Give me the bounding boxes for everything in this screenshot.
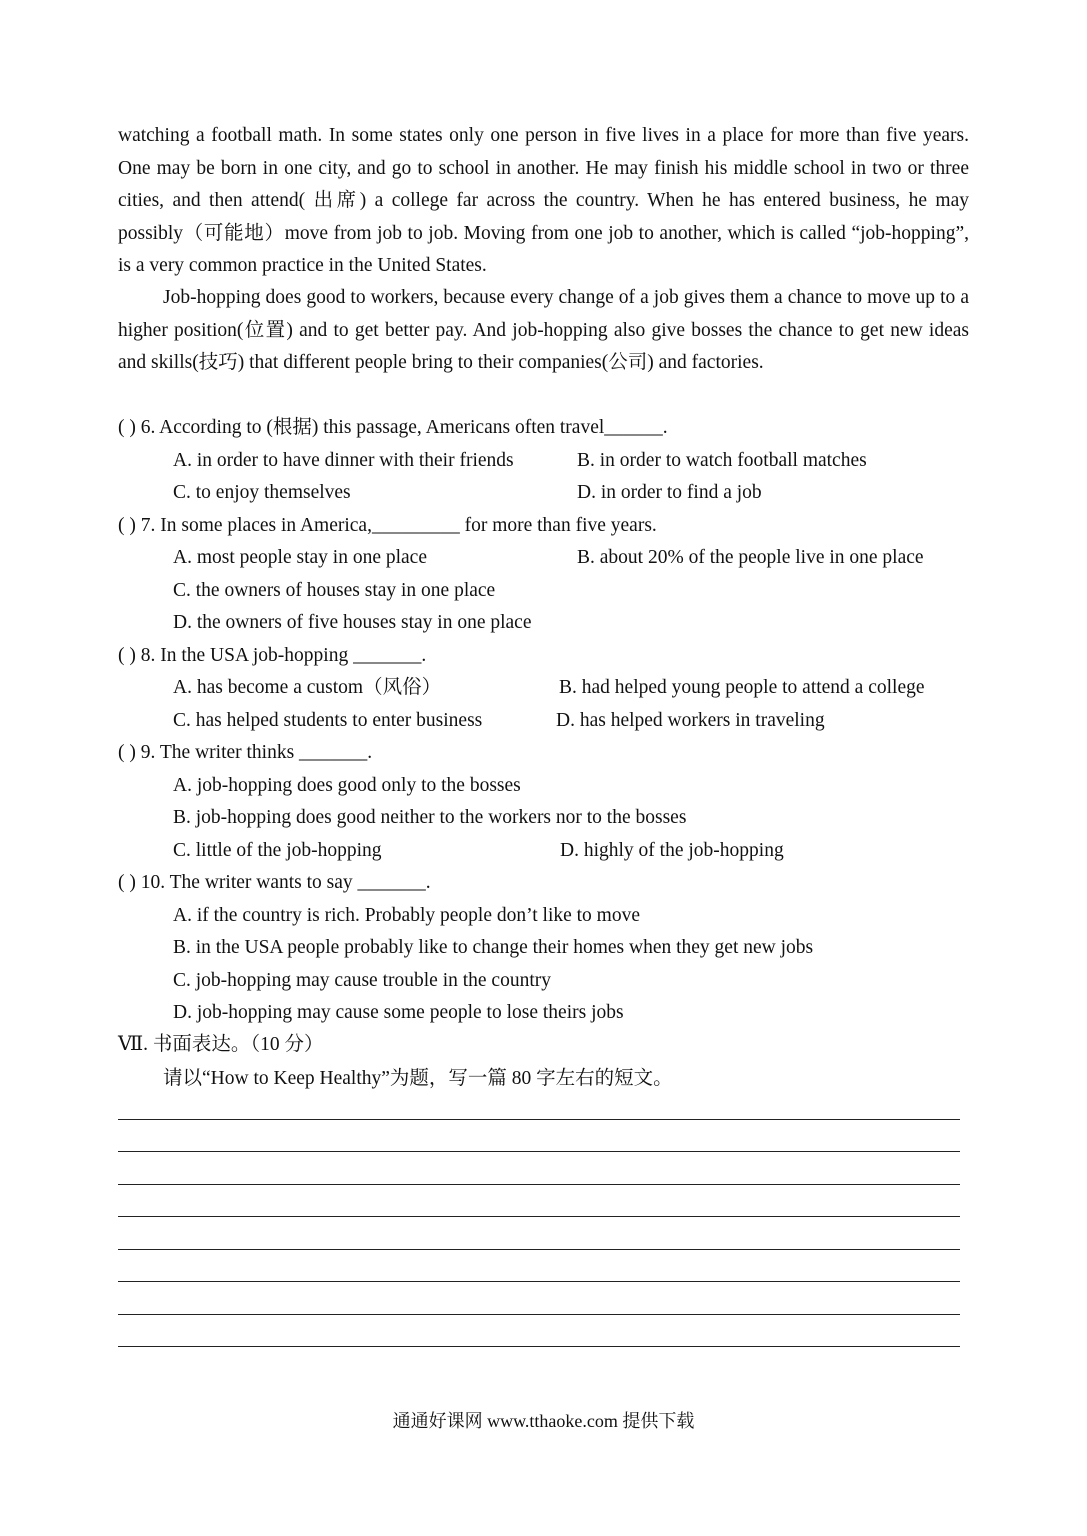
question-6-stem: ( ) 6. According to (根据) this passage, Americans often travel______. — [118, 417, 668, 438]
question-10-option-d: D. job-hopping may cause some people to lose theirs jobs — [173, 1002, 624, 1023]
question-9-stem: ( ) 9. The writer thinks _______. — [118, 742, 373, 763]
question-7-stem: ( ) 7. In some places in America,_________ for more than five years. — [118, 515, 657, 536]
question-6-option-d: D. in order to find a job — [577, 482, 762, 503]
question-9-option-b: B. job-hopping does good neither to the workers nor to the bosses — [173, 807, 687, 828]
passage-paragraph-2: Job-hopping does good to workers, because every change of a job gives them a chance to move up to a higher position(位置) and to get better pay. And job-hopping also give bosses the chance to get new ideas and skills(技巧) that different people bring to their companies(公司) and factories. — [118, 287, 969, 374]
answer-line[interactable] — [118, 1281, 960, 1282]
answer-line[interactable] — [118, 1346, 960, 1347]
question-7-option-b: B. about 20% of the people live in one place — [577, 547, 924, 568]
question-9-option-d: D. highly of the job-hopping — [560, 840, 784, 861]
writing-prompt: 请以“How to Keep Healthy”为题，写一篇 80 字左右的短文。 — [163, 1068, 673, 1089]
question-7-option-a: A. most people stay in one place — [173, 547, 427, 568]
question-10-stem: ( ) 10. The writer wants to say _______. — [118, 872, 431, 893]
question-10-option-c: C. job-hopping may cause trouble in the country — [173, 970, 552, 991]
question-8-option-c: C. has helped students to enter business — [173, 710, 483, 731]
question-7-option-c: C. the owners of houses stay in one place — [173, 580, 496, 601]
question-8-option-a: A. has become a custom（风俗） — [173, 677, 442, 698]
question-6-option-a: A. in order to have dinner with their friends — [173, 450, 514, 471]
question-8-option-b: B. had helped young people to attend a college — [559, 677, 925, 698]
page-footer: 通通好课网 www.tthaoke.com 提供下载 — [392, 1411, 695, 1431]
answer-line[interactable] — [118, 1314, 960, 1315]
writing-section-heading: Ⅶ. 书面表达。（10 分） — [118, 1034, 324, 1055]
answer-line[interactable] — [118, 1184, 960, 1185]
question-6-option-c: C. to enjoy themselves — [173, 482, 351, 503]
question-8-stem: ( ) 8. In the USA job-hopping _______. — [118, 645, 427, 666]
passage-paragraph-1: watching a football math. In some states only one person in five lives in a place for more than five years. One may be born in one city, and go to school in another. He may finish his middle school in two or three cities, and then attend( 出席) a college far across the country. When he has entered business, he may possibly（可能地）move from job to job. Moving from one job to another, which is called “job-hopping”, is a very common practice in the United States. — [118, 125, 969, 277]
answer-line[interactable] — [118, 1119, 960, 1120]
answer-line[interactable] — [118, 1216, 960, 1217]
answer-line[interactable] — [118, 1249, 960, 1250]
question-9-option-c: C. little of the job-hopping — [173, 840, 382, 861]
question-7-option-d: D. the owners of five houses stay in one place — [173, 612, 532, 633]
question-8-option-d: D. has helped workers in traveling — [556, 710, 825, 731]
question-10-option-b: B. in the USA people probably like to change their homes when they get new jobs — [173, 937, 814, 958]
answer-line[interactable] — [118, 1151, 960, 1152]
question-10-option-a: A. if the country is rich. Probably people don’t like to move — [173, 905, 641, 926]
question-6-option-b: B. in order to watch football matches — [577, 450, 867, 471]
question-9-option-a: A. job-hopping does good only to the bosses — [173, 775, 521, 796]
